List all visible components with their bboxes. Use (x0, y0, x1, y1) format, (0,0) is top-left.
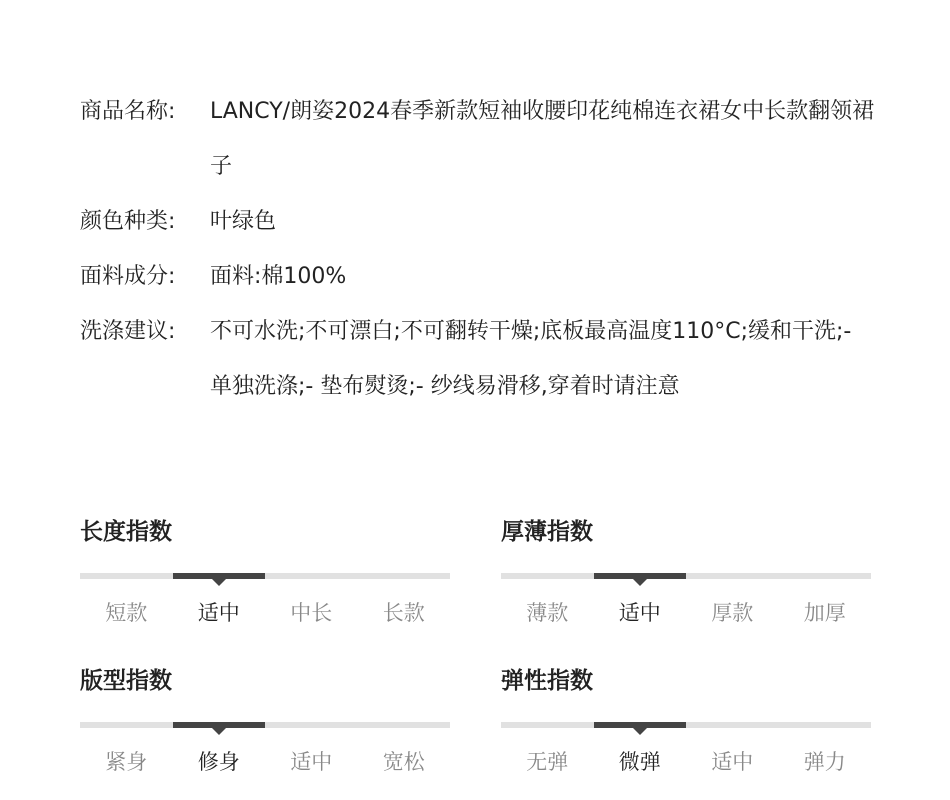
index-option: 长款 (382, 601, 425, 625)
info-key: 洗涤建议: (80, 319, 176, 344)
indicator-pointer-icon (212, 579, 226, 586)
indicator-pointer-icon (633, 728, 647, 735)
info-row-washing (80, 304, 880, 414)
info-value: LANCY/朗姿2024春季新款短袖收腰印花纯棉连衣裙女中长款翻领裙子 (210, 99, 875, 179)
index-option: 宽松 (382, 750, 425, 774)
index-option: 无弹 (526, 750, 569, 774)
index-title: 长度指数 (80, 519, 172, 545)
indicator-pointer-icon (633, 579, 647, 586)
index-option: 适中 (197, 601, 240, 625)
info-key: 面料成分: (80, 264, 176, 289)
index-options (501, 597, 871, 627)
product-info (80, 84, 880, 414)
index-option: 加厚 (803, 601, 846, 625)
indicator-pointer-icon (212, 728, 226, 735)
index-indicator (594, 722, 687, 728)
index-options (501, 746, 871, 776)
index-option: 短款 (105, 601, 148, 625)
index-track (80, 573, 450, 579)
index-track (501, 722, 871, 728)
index-options (80, 597, 450, 627)
index-track (501, 573, 871, 579)
index-indicator (173, 722, 266, 728)
index-title: 弹性指数 (501, 668, 593, 694)
info-value: 叶绿色 (210, 209, 277, 234)
index-option: 微弹 (618, 750, 661, 774)
thickness-index (501, 517, 871, 627)
index-option: 适中 (618, 601, 661, 625)
index-option: 薄款 (526, 601, 569, 625)
index-option: 弹力 (803, 750, 846, 774)
info-row-fabric (80, 249, 880, 304)
info-row-color (80, 194, 880, 249)
info-value: 不可水洗;不可漂白;不可翻转干燥;底板最高温度110°C;缓和干洗;- 单独洗涤;- 垫布熨烫;- 纱线易滑移,穿着时请注意 (210, 319, 852, 399)
index-title: 版型指数 (80, 668, 172, 694)
index-option: 紧身 (105, 750, 148, 774)
index-track (80, 722, 450, 728)
info-key: 商品名称: (80, 99, 176, 124)
index-option: 中长 (290, 601, 333, 625)
length-index (80, 517, 450, 627)
index-indicator (594, 573, 687, 579)
info-row-name (80, 84, 880, 194)
index-option: 修身 (197, 750, 240, 774)
index-option: 适中 (711, 750, 754, 774)
info-key: 颜色种类: (80, 209, 176, 234)
index-indicator (173, 573, 266, 579)
index-option: 厚款 (711, 601, 754, 625)
index-title: 厚薄指数 (501, 519, 593, 545)
elasticity-index (501, 666, 871, 776)
index-options (80, 746, 450, 776)
index-option: 适中 (290, 750, 333, 774)
info-value: 面料:棉100% (210, 264, 347, 289)
fit-index (80, 666, 450, 776)
